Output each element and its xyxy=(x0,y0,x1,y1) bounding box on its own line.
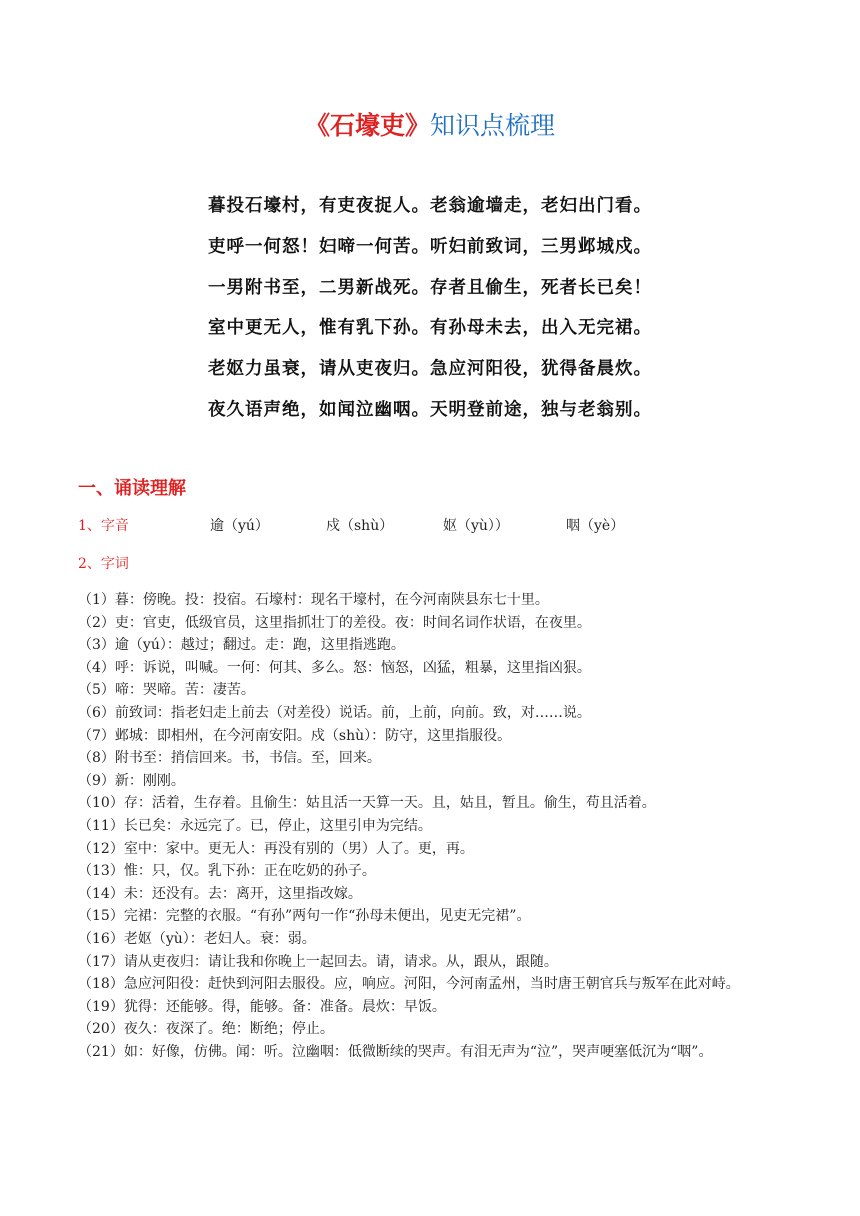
pronunciation-item: 逾（yú） xyxy=(210,518,269,534)
poem-line: 老妪力虽衰，请从吏夜归。急应河阳役，犹得备晨炊。 xyxy=(208,359,652,380)
poem-text xyxy=(0,190,860,435)
note-item: （10）存：活着，生存着。且偷生：姑且活一天算一天。且，姑且，暂且。偷生，苟且活着。 xyxy=(78,795,656,812)
pronunciation-label: 1、字音 xyxy=(78,518,129,534)
note-item: （2）吏：官吏，低级官员，这里指抓壮丁的差役。夜：时间名词作状语，在夜里。 xyxy=(78,614,591,631)
section-heading: 一、诵读理解 xyxy=(78,478,186,499)
note-item: （6）前致词：指老妇走上前去（对差役）说话。前，上前，向前。致，对……说。 xyxy=(78,704,591,721)
note-item: （20）夜久：夜深了。绝：断绝；停止。 xyxy=(78,1021,334,1038)
note-item: （21）如：好像，仿佛。闻：听。泣幽咽：低微断续的哭声。有泪无声为“泣”，哭声哽塞低沉为“咽”。 xyxy=(78,1043,713,1060)
page-title xyxy=(0,106,860,142)
poem-line: 室中更无人，惟有乳下孙。有孙母未去，出入无完裙。 xyxy=(208,318,652,339)
vocab-notes xyxy=(78,589,790,1063)
poem-line: 一男附书至，二男新战死。存者且偷生，死者长已矣！ xyxy=(208,277,652,298)
poem-line: 吏呼一何怒！妇啼一何苦。听妇前致词，三男邺城戍。 xyxy=(208,236,652,257)
note-item: （8）附书至：捎信回来。书，书信。至，回来。 xyxy=(78,750,381,767)
title-poem-name: 《石壕吏》 xyxy=(304,111,430,140)
poem-line: 夜久语声绝，如闻泣幽咽。天明登前途，独与老翁别。 xyxy=(208,399,652,420)
note-item: （12）室中：家中。更无人：再没有别的（男）人了。更，再。 xyxy=(78,840,474,857)
note-item: （17）请从吏夜归：请让我和你晚上一起回去。请，请求。从，跟从，跟随。 xyxy=(78,953,558,970)
note-item: （7）邺城：即相州，在今河南安阳。戍（shù）：防守，这里指服役。 xyxy=(78,727,512,744)
note-item: （1）暮：傍晚。投：投宿。石壕村：现名干壕村，在今河南陕县东七十里。 xyxy=(78,592,549,608)
note-item: （5）啼：哭啼。苦：凄苦。 xyxy=(78,682,255,699)
note-item: （16）老妪（yù）：老妇人。衰：弱。 xyxy=(78,930,316,947)
pronunciation-item: 戍（shù） xyxy=(326,518,394,534)
poem-line: 暮投石壕村，有吏夜捉人。老翁逾墙走，老妇出门看。 xyxy=(208,196,652,216)
pronunciation-item: 妪（yù）） xyxy=(443,518,509,534)
note-item: （15）完裙：完整的衣服。“有孙”两句一作“孙母未便出，见吏无完裙”。 xyxy=(78,908,531,925)
vocab-label: 2、字词 xyxy=(78,556,129,572)
note-item: （18）急应河阳役：赶快到河阳去服役。应，响应。河阳，今河南孟州，当时唐王朝官兵与叛军在此对峙。 xyxy=(78,976,740,993)
pronunciation-item: 咽（yè） xyxy=(566,518,625,534)
note-item: （3）逾（yú）：越过；翻过。走：跑，这里指逃跑。 xyxy=(78,637,405,654)
title-suffix: 知识点梳理 xyxy=(430,111,556,140)
note-item: （11）长已矣：永远完了。已，停止，这里引申为完结。 xyxy=(78,817,432,834)
note-item: （13）惟：只，仅。乳下孙：正在吃奶的孙子。 xyxy=(78,863,376,880)
note-item: （9）新：刚刚。 xyxy=(78,772,185,789)
note-item: （19）犹得：还能够。得，能够。备：准备。晨炊：早饭。 xyxy=(78,998,446,1015)
note-item: （4）呼：诉说，叫喊。一何：何其、多么。怒：恼怒，凶猛，粗暴，这里指凶狠。 xyxy=(78,659,591,676)
note-item: （14）未：还没有。去：离开，这里指改嫁。 xyxy=(78,885,362,902)
